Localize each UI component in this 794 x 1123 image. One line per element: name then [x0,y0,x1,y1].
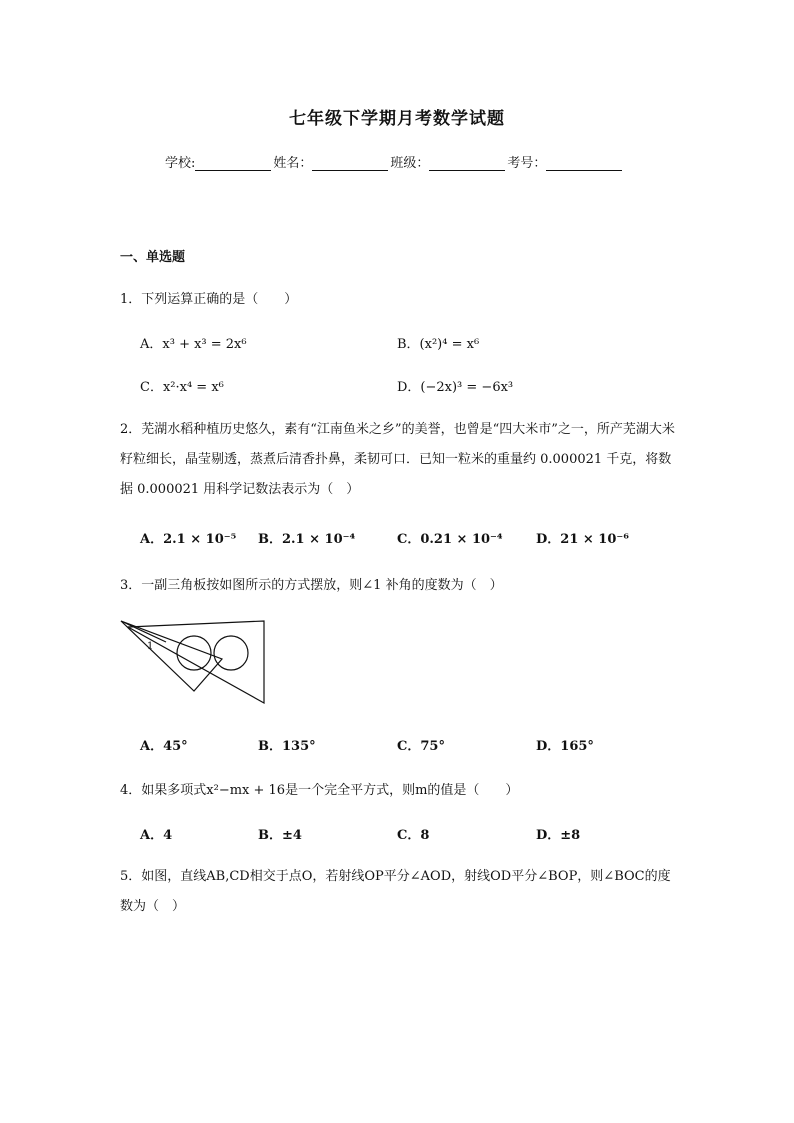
school-label: 学校: [165,156,196,171]
question-1-option-a: A．x³ + x³ = 2x⁶ [140,337,247,352]
name-blank [312,156,388,171]
question-2-option-d: D．21 × 10⁻⁶ [536,532,629,547]
question-3-option-b: B．135° [258,739,316,754]
angle-1-label: 1 [147,641,154,652]
question-1-option-c: C．x²·x⁴ = x⁶ [140,380,224,395]
question-2-option-a: A．2.1 × 10⁻⁵ [140,532,237,547]
question-2-stem: 2．芜湖水稻种植历史悠久，素有“江南鱼米之乡”的美誉，也曾是“四大米市”之一，所产芜湖大米籽粒细长，晶莹剔透，蒸煮后清香扑鼻，柔韧可口．已知一粒米的重量约 0.000021 千克，将数据 0.000021 用科学记数法表示为（ ） [120,422,675,497]
question-1-option-b: B．(x²)⁴ = x⁶ [397,337,480,352]
question-4-stem: 4．如果多项式x²−mx + 16是一个完全平方式，则m的值是（ ） [120,783,519,798]
triangle-set-figure [118,618,268,708]
question-1-option-d: D．(−2x)³ = −6x³ [397,380,514,395]
question-2-option-b: B．2.1 × 10⁻⁴ [258,532,356,547]
question-1-stem: 1．下列运算正确的是（ ） [120,292,298,307]
student-info-line [165,152,624,171]
question-5-stem: 5．如图，直线AB,CD相交于点O，若射线OP平分∠AOD，射线OD平分∠BOP，则∠BOC的度数为（ ） [120,869,671,914]
page-title: 七年级下学期月考数学试题 [289,109,505,129]
question-4-option-b: B．±4 [258,828,302,843]
class-label: 班级： [390,156,430,171]
question-3-option-a: A．45° [140,739,188,754]
question-3-option-c: C．75° [397,739,445,754]
angle-line [121,621,166,642]
question-3-stem: 3．一副三角板按如图所示的方式摆放，则∠1 补角的度数为（ ） [120,578,503,593]
id-label: 考号： [507,156,547,171]
question-4-option-d: D．±8 [536,828,581,843]
name-label: 姓名： [273,156,313,171]
question-4-option-c: C．8 [397,828,430,843]
section-heading: 一、单选题 [120,250,186,265]
question-2-option-c: C．0.21 × 10⁻⁴ [397,532,503,547]
school-blank [195,156,271,171]
class-blank [429,156,505,171]
question-4-option-a: A．4 [140,828,173,843]
id-blank [546,156,622,171]
question-3-option-d: D．165° [536,739,594,754]
protractor-hole-right [214,636,248,670]
